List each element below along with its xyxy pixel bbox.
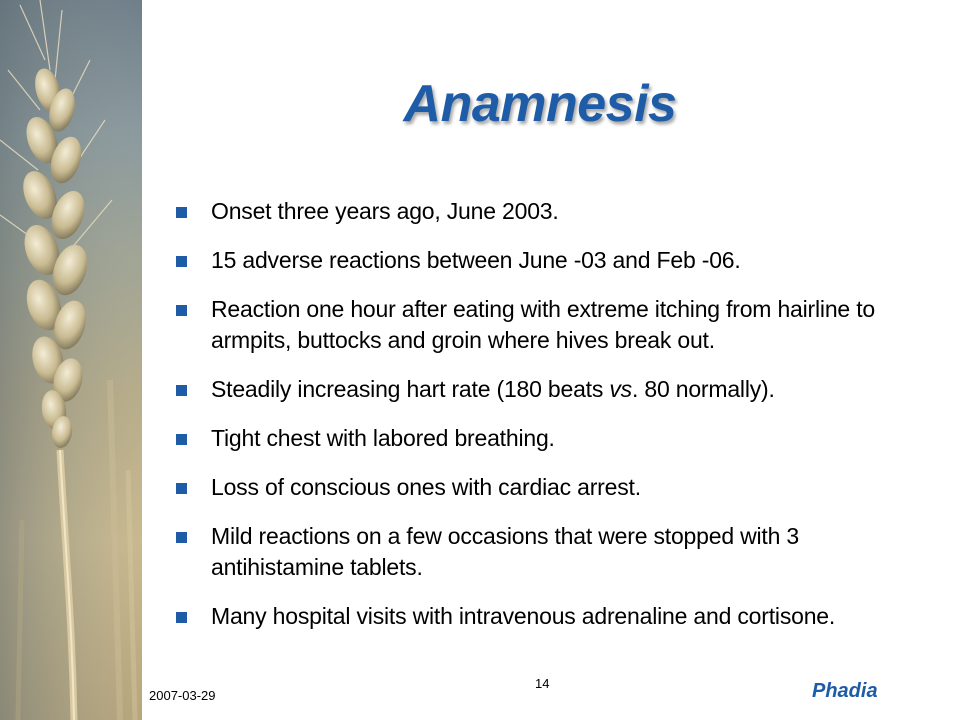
wheat-image xyxy=(0,0,142,720)
square-bullet-icon xyxy=(176,532,187,543)
square-bullet-icon xyxy=(176,483,187,494)
page-title: Anamnesis xyxy=(403,75,677,133)
footer-date: 2007-03-29 xyxy=(149,688,216,703)
wheat-illustration xyxy=(0,0,142,720)
bullet-text: Many hospital visits with intravenous adrenaline and cortisone. xyxy=(211,603,836,629)
square-bullet-icon xyxy=(176,256,187,267)
page-number: 14 xyxy=(535,676,550,691)
bullet-text-italic: vs xyxy=(609,376,632,402)
list-item xyxy=(176,601,936,632)
list-item xyxy=(176,374,936,405)
bullet-text xyxy=(211,376,775,402)
list-item xyxy=(176,521,936,583)
bullet-text: Reaction one hour after eating with extreme itching from hairline to armpits, buttocks and groin where hives break out. xyxy=(211,296,875,353)
bullet-text: Tight chest with labored breathing. xyxy=(211,425,555,451)
bullet-text: Loss of conscious ones with cardiac arrest. xyxy=(211,474,641,500)
bullet-text-part: Steadily increasing hart rate (180 beats xyxy=(211,376,610,402)
brand-logo: Phadia xyxy=(812,680,878,702)
square-bullet-icon xyxy=(176,385,187,396)
bullet-text: 15 adverse reactions between June -03 and Feb -06. xyxy=(211,247,741,273)
list-item xyxy=(176,472,936,503)
list-item xyxy=(176,423,936,454)
square-bullet-icon xyxy=(176,207,187,218)
square-bullet-icon xyxy=(176,305,187,316)
list-item xyxy=(176,196,936,227)
bullet-text-part: . 80 normally). xyxy=(631,376,775,402)
list-item xyxy=(176,245,936,276)
bullet-text: Mild reactions on a few occasions that were stopped with 3 antihistamine tablets. xyxy=(211,523,799,580)
square-bullet-icon xyxy=(176,612,187,623)
square-bullet-icon xyxy=(176,434,187,445)
bullet-list xyxy=(176,196,936,632)
list-item xyxy=(176,294,936,356)
bullet-text: Onset three years ago, June 2003. xyxy=(211,198,559,224)
